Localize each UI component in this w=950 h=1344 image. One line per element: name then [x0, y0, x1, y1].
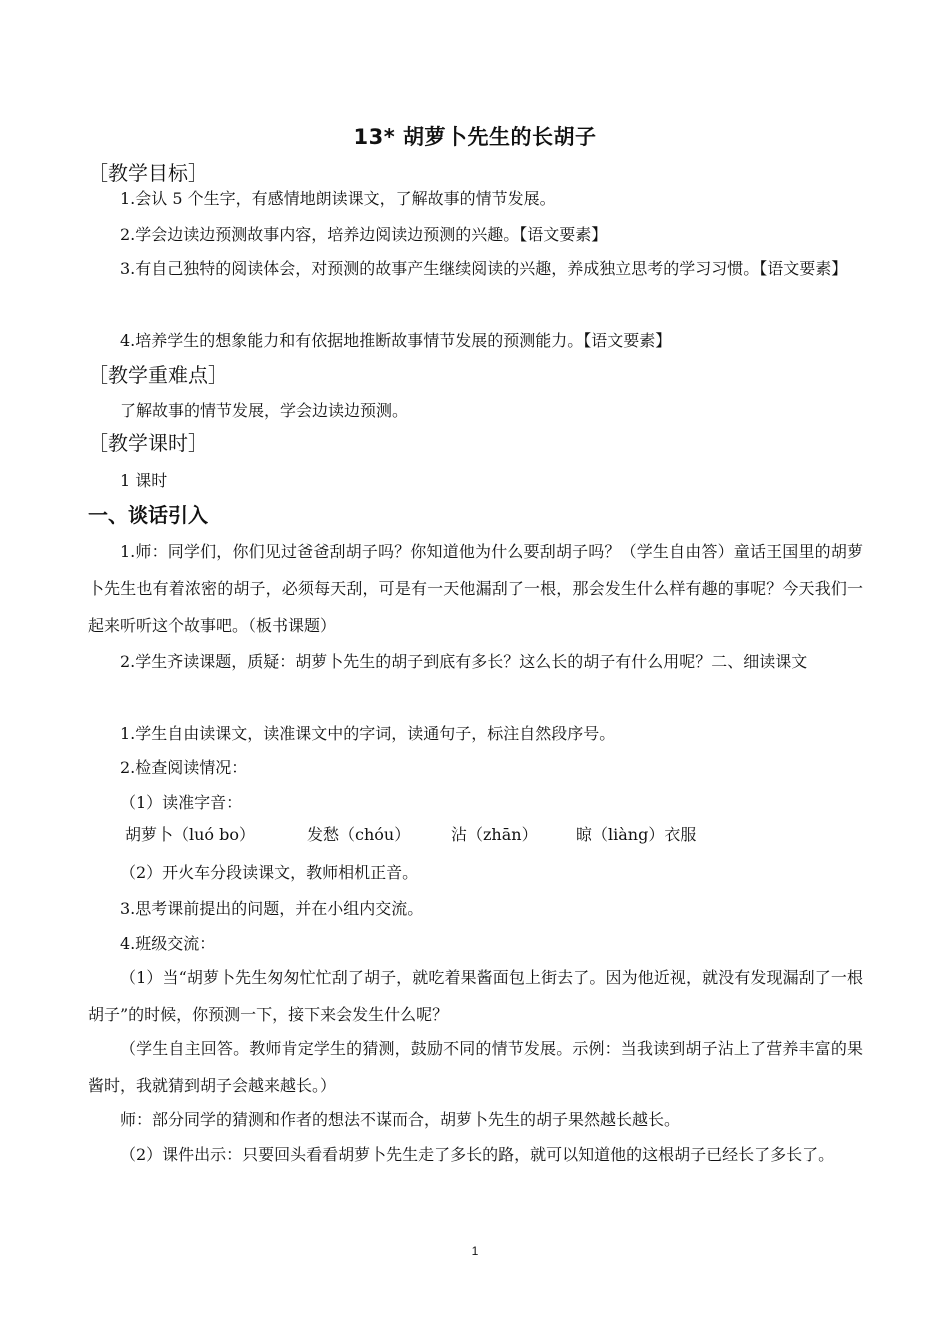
- pinyin-word-3: 沾（zhān）: [451, 825, 538, 844]
- reading-step-2b: （2）开火车分段读课文，教师相机正音。: [120, 863, 419, 882]
- reading-step-4b: （2）课件出示：只要回头看看胡萝卜先生走了多长的路，就可以知道他的这根胡子已经长了多长了。: [120, 1145, 835, 1164]
- reading-step-2a: （1）读准字音：: [120, 793, 243, 812]
- document-title: 13* 胡萝卜先生的长胡子: [353, 125, 597, 149]
- intro-paragraph-2: 2.学生齐读课题，质疑：胡萝卜先生的胡子到底有多长？这么长的胡子有什么用呢？二、细读课文: [120, 652, 808, 671]
- goal-item-4: 4.培养学生的想象能力和有依据地推断故事情节发展的预测能力。【语文要素】: [120, 331, 672, 350]
- reading-step-4a-teacher: 师：部分同学的猜测和作者的想法不谋而合，胡萝卜先生的胡子果然越长越长。: [120, 1110, 681, 1129]
- reading-step-3: 3.思考课前提出的问题，并在小组内交流。: [120, 899, 424, 918]
- key-points-text: 了解故事的情节发展，学会边读边预测。: [120, 401, 409, 420]
- pinyin-word-4: 晾（liàng）衣服: [576, 825, 697, 844]
- reading-step-4: 4.班级交流：: [120, 934, 216, 953]
- pinyin-word-1: 胡萝卜（luó bo）: [125, 825, 256, 844]
- reading-step-4a-answer: （学生自主回答。教师肯定学生的猜测，鼓励不同的情节发展。示例：当我读到胡子沾上了营养丰富的果酱时，我就猜到胡子会越来越长。）: [88, 1039, 863, 1095]
- section-heading-key-points: ［教学重难点］: [88, 363, 228, 387]
- goal-item-1: 1.会认 5 个生字，有感情地朗读课文，了解故事的情节发展。: [120, 189, 556, 208]
- pinyin-word-2: 发愁（chóu）: [307, 825, 411, 844]
- pinyin-word-4-wrap: [576, 816, 696, 853]
- reading-step-2: 2.检查阅读情况：: [120, 758, 248, 777]
- hours-text: 1 课时: [120, 471, 168, 490]
- intro-paragraph-1: 1.师：同学们，你们见过爸爸刮胡子吗？你知道他为什么要刮胡子吗？（学生自由答）童话王国里的胡萝卜先生也有着浓密的胡子，必须每天刮，可是有一天他漏刮了一根，那会发生什么样有趣的事呢？今天我们一起来听听这个故事吧。（板书课题）: [88, 542, 863, 635]
- reading-step-1: 1.学生自由读课文，读准课文中的字词，读通句子，标注自然段序号。: [120, 724, 616, 743]
- section-heading-intro: 一、谈话引入: [88, 503, 208, 527]
- pinyin-word-3-wrap: [451, 816, 538, 853]
- page-number: 1: [471, 1244, 479, 1258]
- reading-step-4a: （1）当“胡萝卜先生匆匆忙忙刮了胡子，就吃着果酱面包上街去了。因为他近视，就没有发现漏刮了一根胡子”的时候，你预测一下，接下来会发生什么呢？: [88, 968, 863, 1024]
- goal-item-2: 2.学会边读边预测故事内容，培养边阅读边预测的兴趣。【语文要素】: [120, 225, 608, 244]
- goal-item-3: 3.有自己独特的阅读体会，对预测的故事产生继续阅读的兴趣，养成独立思考的学习习惯。【语文要素】: [120, 259, 848, 278]
- section-heading-hours: ［教学课时］: [88, 431, 208, 455]
- section-heading-goals: ［教学目标］: [88, 161, 208, 185]
